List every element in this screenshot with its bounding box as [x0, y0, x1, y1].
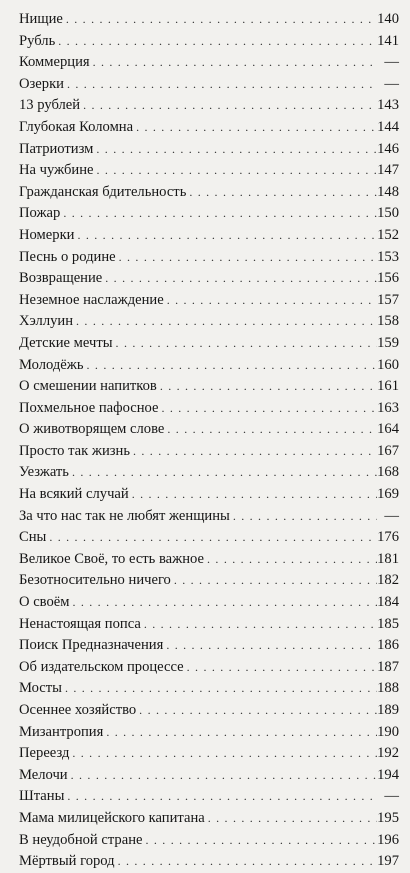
toc-entry-page-number: 143: [377, 97, 399, 114]
toc-entry-title: Коммерция: [19, 54, 90, 71]
toc-entry-title: Штаны: [19, 788, 65, 805]
toc-entry: [19, 31, 399, 53]
toc-entry: [19, 52, 399, 74]
toc-entry-page-number: 189: [377, 702, 399, 718]
toc-entry-page-number: 140: [377, 11, 399, 27]
toc-entry: [19, 419, 399, 441]
toc-entry: [19, 635, 399, 657]
toc-entry-title: Поиск Предназначения: [19, 637, 164, 654]
toc-entry-page-number: 158: [377, 313, 399, 330]
toc-entry-title: Ненастоящая попса: [19, 615, 141, 632]
toc-entry-title: Озерки: [19, 75, 64, 92]
toc-entry: [19, 333, 399, 355]
toc-entry: [19, 722, 399, 744]
toc-entry-page-number: 185: [377, 615, 399, 632]
toc-entry: [19, 74, 399, 96]
dot-leader: [65, 678, 377, 700]
dot-leader: [146, 830, 378, 852]
toc-entry: [19, 247, 399, 269]
toc-entry-title: Великое Своё, то есть важное: [19, 550, 205, 567]
dot-leader: [133, 441, 377, 463]
toc-entry: [19, 743, 399, 765]
toc-entry-page-number: 161: [377, 378, 399, 395]
toc-entry-title: Мелочи: [19, 766, 68, 783]
dot-leader: [71, 765, 377, 787]
toc-entry-title: На всякий случай: [19, 486, 129, 503]
toc-entry-title: Детские мечты: [19, 334, 113, 351]
toc-entry: [19, 851, 399, 873]
toc-entry-page-number: 176: [377, 529, 399, 546]
toc-entry: [19, 678, 399, 700]
toc-entry: [19, 95, 399, 117]
dot-leader: [67, 74, 377, 96]
toc-entry-title: Мама милицейского капитана: [19, 809, 205, 826]
dot-leader: [66, 9, 377, 31]
dot-leader: [167, 419, 377, 441]
toc-entry-title: Переезд: [19, 745, 70, 762]
toc-entry: [19, 830, 399, 852]
toc-entry-title: 13 рублей: [19, 97, 81, 114]
toc-entry-title: Хэллуин: [19, 313, 74, 330]
dot-leader: [132, 484, 377, 506]
toc-entry: [19, 398, 399, 420]
toc-entry-title: О своём: [19, 594, 70, 611]
toc-entry: [19, 117, 399, 139]
toc-entry-page-number: 188: [377, 680, 399, 697]
toc-entry-title: Мосты: [19, 680, 62, 697]
toc-entry: [19, 527, 399, 549]
dot-leader: [136, 117, 377, 139]
dot-leader: [77, 225, 377, 247]
dot-leader: [139, 700, 377, 722]
toc-entry-title: Похмельное пафосное: [19, 399, 159, 416]
toc-entry: [19, 311, 399, 333]
toc-entry-title: Об издательском процессе: [19, 658, 184, 675]
toc-entry-page-number: 163: [377, 399, 399, 416]
toc-entry: [19, 160, 399, 182]
toc-entry-title: Глубокая Коломна: [19, 118, 134, 135]
toc-entry-title: Нищие: [19, 11, 63, 27]
toc-entry-title: Рубль: [19, 32, 56, 49]
toc-entry: [19, 614, 399, 636]
toc-entry-page-number: 186: [377, 637, 399, 654]
toc-entry: [19, 139, 399, 161]
toc-entry-page-number: 182: [377, 572, 399, 589]
toc-entry: [19, 225, 399, 247]
toc-entry: [19, 203, 399, 225]
toc-entry-page-number: 159: [377, 334, 399, 351]
toc-entry-title: Безотносительно ничего: [19, 572, 171, 589]
toc-entry-title: О смешении напитков: [19, 378, 157, 395]
toc-entry-title: Молодёжь: [19, 356, 84, 373]
dot-leader: [87, 355, 377, 377]
dot-leader: [58, 31, 377, 53]
toc-entry: [19, 441, 399, 463]
toc-entry: [19, 786, 399, 808]
toc-entry-page-number: 190: [377, 723, 399, 740]
toc-entry-page-number: 160: [377, 356, 399, 373]
dot-leader: [49, 527, 377, 549]
toc-entry-page-number: 146: [377, 140, 399, 157]
toc-entry-page-number: 181: [377, 550, 399, 567]
dot-leader: [97, 160, 377, 182]
dot-leader: [106, 722, 377, 744]
toc-entry-title: Пожар: [19, 205, 61, 222]
dot-leader: [144, 614, 377, 636]
toc-entry-page-number: 169: [377, 486, 399, 503]
dot-leader: [72, 592, 377, 614]
dot-leader: [116, 333, 377, 355]
toc-entry-title: Просто так жизнь: [19, 442, 130, 459]
dot-leader: [167, 290, 377, 312]
toc-entry-page-number: —: [384, 507, 399, 524]
toc-entry: [19, 506, 399, 528]
toc-entry-page-number: 152: [377, 226, 399, 243]
toc-entry-page-number: 196: [377, 831, 399, 848]
toc-entry-page-number: 195: [377, 809, 399, 826]
dot-leader: [207, 549, 377, 571]
toc-entry-title: Гражданская бдительность: [19, 183, 187, 200]
toc-entry-page-number: 156: [377, 270, 399, 287]
toc-entry-title: На чужбине: [19, 162, 94, 179]
dot-leader: [63, 203, 377, 225]
toc-entry-title: Возвращение: [19, 270, 103, 287]
toc-entry-page-number: —: [384, 788, 399, 805]
toc-entry: [19, 268, 399, 290]
toc-entry: [19, 592, 399, 614]
toc-entry-title: Патриотизм: [19, 140, 94, 157]
toc-entry: [19, 700, 399, 722]
toc-entry-page-number: —: [384, 75, 399, 92]
toc-entry: [19, 765, 399, 787]
dot-leader: [72, 462, 377, 484]
toc-entry-title: Мизантропия: [19, 723, 104, 740]
table-of-contents: [19, 9, 399, 873]
toc-entry-page-number: 150: [377, 205, 399, 222]
toc-entry-page-number: 148: [377, 183, 399, 200]
toc-entry-title: О животворящем слове: [19, 421, 165, 438]
toc-entry-page-number: 144: [377, 118, 399, 135]
dot-leader: [161, 398, 377, 420]
toc-entry-page-number: 194: [377, 766, 399, 783]
toc-entry: [19, 657, 399, 679]
toc-entry-page-number: 157: [377, 291, 399, 308]
toc-entry-title: Мёртвый город: [19, 853, 115, 870]
toc-entry-title: Неземное наслаждение: [19, 291, 164, 308]
toc-entry-page-number: —: [384, 54, 399, 71]
toc-entry-title: Сны: [19, 529, 47, 546]
toc-entry-page-number: 168: [377, 464, 399, 481]
toc-entry: [19, 182, 399, 204]
toc-entry: [19, 549, 399, 571]
toc-entry: [19, 570, 399, 592]
dot-leader: [76, 311, 377, 333]
toc-entry-page-number: 184: [377, 594, 399, 611]
toc-entry-title: Номерки: [19, 226, 75, 243]
dot-leader: [174, 570, 377, 592]
toc-entry-title: Песнь о родине: [19, 248, 116, 265]
dot-leader: [83, 95, 377, 117]
toc-entry-page-number: 153: [377, 248, 399, 265]
dot-leader: [187, 657, 377, 679]
toc-entry: [19, 376, 399, 398]
dot-leader: [233, 506, 377, 528]
toc-entry: [19, 9, 399, 31]
toc-entry: [19, 808, 399, 830]
toc-entry: [19, 290, 399, 312]
dot-leader: [208, 808, 377, 830]
dot-leader: [166, 635, 377, 657]
toc-entry-title: Уезжать: [19, 464, 69, 481]
toc-entry-page-number: 164: [377, 421, 399, 438]
dot-leader: [119, 247, 377, 269]
toc-entry-page-number: 167: [377, 442, 399, 459]
toc-entry-page-number: 147: [377, 162, 399, 179]
dot-leader: [160, 376, 377, 398]
dot-leader: [72, 743, 377, 765]
toc-entry-page-number: 192: [377, 745, 399, 762]
toc-entry-page-number: 187: [377, 658, 399, 675]
toc-entry: [19, 484, 399, 506]
dot-leader: [118, 851, 377, 873]
dot-leader: [96, 139, 377, 161]
toc-entry-page-number: 141: [377, 32, 399, 49]
toc-entry: [19, 462, 399, 484]
toc-entry: [19, 355, 399, 377]
toc-entry-page-number: 197: [377, 853, 399, 870]
toc-entry-title: За что нас так не любят женщины: [19, 507, 230, 524]
toc-entry-title: В неудобной стране: [19, 831, 143, 848]
dot-leader: [189, 182, 377, 204]
dot-leader: [93, 52, 377, 74]
dot-leader: [105, 268, 377, 290]
toc-entry-title: Осеннее хозяйство: [19, 702, 137, 718]
dot-leader: [67, 786, 377, 808]
